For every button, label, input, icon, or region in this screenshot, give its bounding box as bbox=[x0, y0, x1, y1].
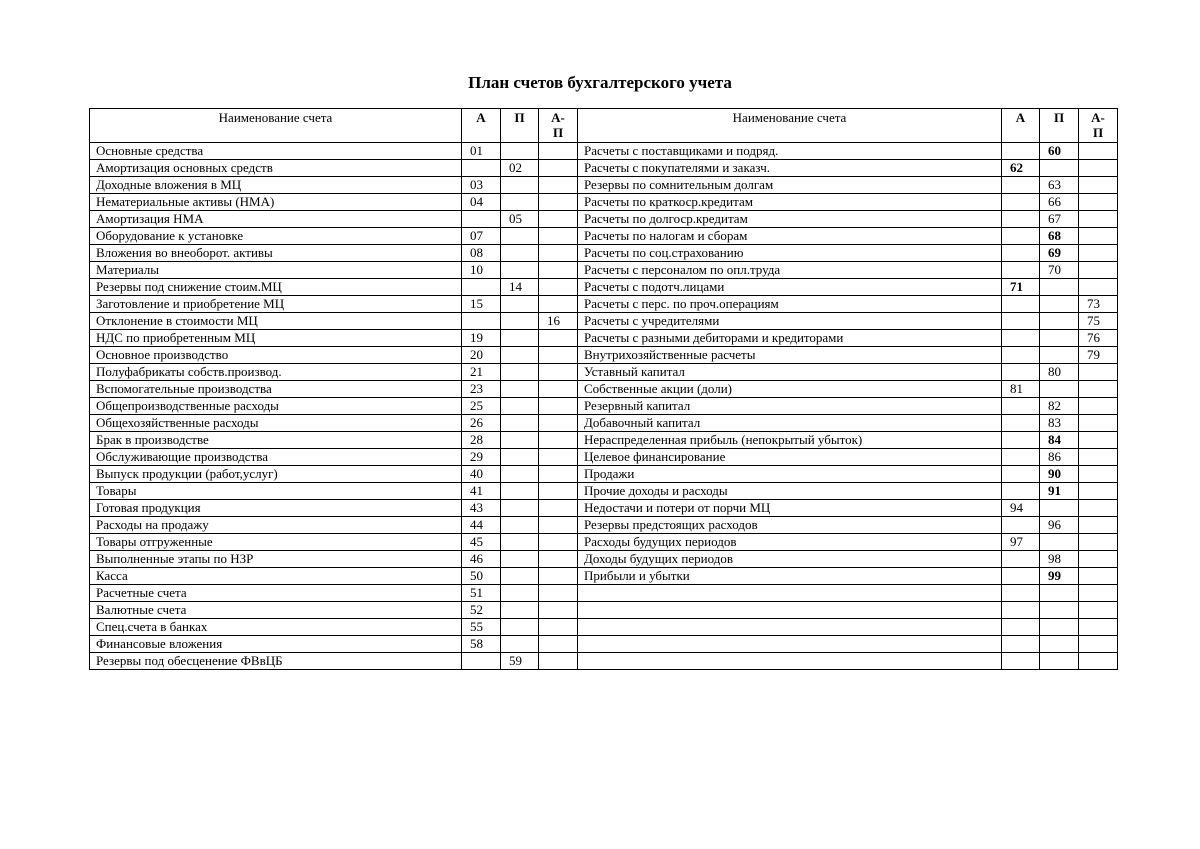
left-active-passive-code bbox=[539, 279, 578, 296]
left-passive-code: 05 bbox=[501, 211, 539, 228]
left-account-name: Расходы на продажу bbox=[90, 517, 462, 534]
right-account-name: Расчеты с персоналом по опл.труда bbox=[578, 262, 1002, 279]
right-active-code bbox=[1002, 585, 1040, 602]
left-account-name: Валютные счета bbox=[90, 602, 462, 619]
left-account-name: Амортизация НМА bbox=[90, 211, 462, 228]
left-active-code: 43 bbox=[462, 500, 501, 517]
left-active-passive-code: 16 bbox=[539, 313, 578, 330]
right-passive-code bbox=[1040, 347, 1079, 364]
right-passive-code bbox=[1040, 381, 1079, 398]
right-active-code bbox=[1002, 619, 1040, 636]
right-passive-code: 98 bbox=[1040, 551, 1079, 568]
right-active-code bbox=[1002, 228, 1040, 245]
right-account-name: Доходы будущих периодов bbox=[578, 551, 1002, 568]
left-account-name: Основные средства bbox=[90, 143, 462, 160]
right-passive-code bbox=[1040, 636, 1079, 653]
right-account-name: Прочие доходы и расходы bbox=[578, 483, 1002, 500]
left-account-name: Резервы под обесценение ФВвЦБ bbox=[90, 653, 462, 670]
right-account-name: Расходы будущих периодов bbox=[578, 534, 1002, 551]
right-active-passive-code: 73 bbox=[1079, 296, 1118, 313]
right-passive-code bbox=[1040, 653, 1079, 670]
left-account-name: Обслуживающие производства bbox=[90, 449, 462, 466]
left-account-name: Финансовые вложения bbox=[90, 636, 462, 653]
left-account-name: Отклонение в стоимости МЦ bbox=[90, 313, 462, 330]
left-account-name: Полуфабрикаты собств.производ. bbox=[90, 364, 462, 381]
left-active-passive-code bbox=[539, 330, 578, 347]
left-passive-code bbox=[501, 568, 539, 585]
right-active-code bbox=[1002, 483, 1040, 500]
right-active-passive-code bbox=[1079, 534, 1118, 551]
right-active-passive-code bbox=[1079, 483, 1118, 500]
left-account-name: Вспомогательные производства bbox=[90, 381, 462, 398]
table-header-row bbox=[90, 109, 1118, 143]
left-active-code: 08 bbox=[462, 245, 501, 262]
left-account-name: Амортизация основных средств bbox=[90, 160, 462, 177]
left-active-passive-code bbox=[539, 517, 578, 534]
right-active-code bbox=[1002, 517, 1040, 534]
left-active-code: 46 bbox=[462, 551, 501, 568]
left-account-name: Выполненные этапы по НЗР bbox=[90, 551, 462, 568]
table-row bbox=[90, 466, 1118, 483]
right-active-code: 62 bbox=[1002, 160, 1040, 177]
right-account-name: Расчеты по долгоср.кредитам bbox=[578, 211, 1002, 228]
right-active-passive-code bbox=[1079, 466, 1118, 483]
left-active-passive-code bbox=[539, 636, 578, 653]
left-active-passive-code bbox=[539, 551, 578, 568]
left-account-name: Материалы bbox=[90, 262, 462, 279]
left-active-passive-code bbox=[539, 653, 578, 670]
right-passive-code bbox=[1040, 500, 1079, 517]
left-passive-code bbox=[501, 517, 539, 534]
left-passive-code bbox=[501, 551, 539, 568]
right-passive-code: 96 bbox=[1040, 517, 1079, 534]
right-account-name: Уставный капитал bbox=[578, 364, 1002, 381]
left-active-code bbox=[462, 211, 501, 228]
left-passive-code bbox=[501, 415, 539, 432]
right-account-name: Собственные акции (доли) bbox=[578, 381, 1002, 398]
right-active-passive-code bbox=[1079, 177, 1118, 194]
right-passive-code bbox=[1040, 279, 1079, 296]
right-passive-code: 70 bbox=[1040, 262, 1079, 279]
right-passive-code: 82 bbox=[1040, 398, 1079, 415]
right-active-code bbox=[1002, 449, 1040, 466]
left-active-passive-code bbox=[539, 296, 578, 313]
page-title: План счетов бухгалтерского учета bbox=[468, 73, 732, 92]
table-row bbox=[90, 619, 1118, 636]
left-active-code: 44 bbox=[462, 517, 501, 534]
left-passive-code bbox=[501, 585, 539, 602]
right-passive-code: 68 bbox=[1040, 228, 1079, 245]
left-active-passive-code bbox=[539, 160, 578, 177]
left-passive-code bbox=[501, 398, 539, 415]
table-row bbox=[90, 585, 1118, 602]
left-active-passive-code bbox=[539, 347, 578, 364]
right-passive-code: 86 bbox=[1040, 449, 1079, 466]
left-passive-code bbox=[501, 500, 539, 517]
left-active-code bbox=[462, 160, 501, 177]
left-account-name: НДС по приобретенным МЦ bbox=[90, 330, 462, 347]
right-account-name: Резервы предстоящих расходов bbox=[578, 517, 1002, 534]
right-passive-code: 90 bbox=[1040, 466, 1079, 483]
table-row bbox=[90, 330, 1118, 347]
right-active-passive-code bbox=[1079, 568, 1118, 585]
right-active-code bbox=[1002, 432, 1040, 449]
table-row bbox=[90, 636, 1118, 653]
left-account-name: Выпуск продукции (работ,услуг) bbox=[90, 466, 462, 483]
right-passive-code: 99 bbox=[1040, 568, 1079, 585]
right-active-passive-code bbox=[1079, 364, 1118, 381]
right-name-header: Наименование счета bbox=[578, 109, 1002, 143]
left-passive-code: 14 bbox=[501, 279, 539, 296]
table-row bbox=[90, 228, 1118, 245]
table-row bbox=[90, 568, 1118, 585]
right-active-passive-code bbox=[1079, 619, 1118, 636]
left-passive-code bbox=[501, 296, 539, 313]
table-row bbox=[90, 551, 1118, 568]
left-account-name: Спец.счета в банках bbox=[90, 619, 462, 636]
right-passive-code: 67 bbox=[1040, 211, 1079, 228]
right-account-name: Расчеты с подотч.лицами bbox=[578, 279, 1002, 296]
left-active-passive-code bbox=[539, 245, 578, 262]
left-passive-code: 59 bbox=[501, 653, 539, 670]
left-active-passive-code bbox=[539, 415, 578, 432]
left-active-code bbox=[462, 279, 501, 296]
left-active-code: 51 bbox=[462, 585, 501, 602]
right-active-passive-code bbox=[1079, 194, 1118, 211]
right-passive-code bbox=[1040, 313, 1079, 330]
right-account-name: Расчеты по соц.страхованию bbox=[578, 245, 1002, 262]
left-active-passive-code bbox=[539, 466, 578, 483]
table-row bbox=[90, 211, 1118, 228]
table-row bbox=[90, 245, 1118, 262]
right-active-code bbox=[1002, 143, 1040, 160]
left-active-code: 04 bbox=[462, 194, 501, 211]
left-account-name: Общехозяйственные расходы bbox=[90, 415, 462, 432]
right-passive-code bbox=[1040, 330, 1079, 347]
right-active-passive-code bbox=[1079, 160, 1118, 177]
right-active-passive-code bbox=[1079, 228, 1118, 245]
table-row bbox=[90, 347, 1118, 364]
right-passive-code: 66 bbox=[1040, 194, 1079, 211]
right-active-code bbox=[1002, 177, 1040, 194]
table-row bbox=[90, 517, 1118, 534]
right-active-code: 94 bbox=[1002, 500, 1040, 517]
right-active-passive-code bbox=[1079, 636, 1118, 653]
table-row bbox=[90, 177, 1118, 194]
right-passive-code: 63 bbox=[1040, 177, 1079, 194]
left-active-code bbox=[462, 313, 501, 330]
left-passive-code bbox=[501, 619, 539, 636]
right-active-passive-code bbox=[1079, 381, 1118, 398]
left-passive-code bbox=[501, 636, 539, 653]
right-active-passive-code bbox=[1079, 211, 1118, 228]
left-active-passive-code bbox=[539, 398, 578, 415]
left-passive-code bbox=[501, 262, 539, 279]
table-row bbox=[90, 279, 1118, 296]
right-active-code: 97 bbox=[1002, 534, 1040, 551]
left-active-code: 19 bbox=[462, 330, 501, 347]
right-account-name: Резервы по сомнительным долгам bbox=[578, 177, 1002, 194]
left-account-name: Расчетные счета bbox=[90, 585, 462, 602]
table-row bbox=[90, 143, 1118, 160]
left-active-code: 03 bbox=[462, 177, 501, 194]
right-active-code bbox=[1002, 466, 1040, 483]
left-active-code bbox=[462, 653, 501, 670]
right-active-code bbox=[1002, 568, 1040, 585]
right-passive-code: 84 bbox=[1040, 432, 1079, 449]
right-active-passive-code bbox=[1079, 415, 1118, 432]
right-account-name: Резервный капитал bbox=[578, 398, 1002, 415]
right-active-code bbox=[1002, 636, 1040, 653]
table-row bbox=[90, 313, 1118, 330]
left-passive-code bbox=[501, 347, 539, 364]
table-row bbox=[90, 398, 1118, 415]
left-active-passive-code bbox=[539, 568, 578, 585]
right-account-name: Добавочный капитал bbox=[578, 415, 1002, 432]
left-active-passive-code bbox=[539, 262, 578, 279]
right-account-name: Нераспределенная прибыль (непокрытый убыток) bbox=[578, 432, 1002, 449]
table-row bbox=[90, 449, 1118, 466]
right-active-code bbox=[1002, 653, 1040, 670]
left-account-name: Общепроизводственные расходы bbox=[90, 398, 462, 415]
left-passive-code bbox=[501, 466, 539, 483]
right-passive-code bbox=[1040, 160, 1079, 177]
left-active-code: 23 bbox=[462, 381, 501, 398]
right-account-name: Расчеты с разными дебиторами и кредиторами bbox=[578, 330, 1002, 347]
right-active-code bbox=[1002, 364, 1040, 381]
left-active-code: 07 bbox=[462, 228, 501, 245]
left-account-name: Товары отгруженные bbox=[90, 534, 462, 551]
right-account-name: Целевое финансирование bbox=[578, 449, 1002, 466]
left-passive-code bbox=[501, 483, 539, 500]
left-active-code: 52 bbox=[462, 602, 501, 619]
left-active-passive-code bbox=[539, 228, 578, 245]
left-active-code: 29 bbox=[462, 449, 501, 466]
right-account-name: Расчеты с перс. по проч.операциям bbox=[578, 296, 1002, 313]
right-active-passive-code bbox=[1079, 517, 1118, 534]
left-active-code: 41 bbox=[462, 483, 501, 500]
left-passive-code bbox=[501, 177, 539, 194]
left-passive-code bbox=[501, 313, 539, 330]
right-passive-header: П bbox=[1040, 109, 1079, 143]
left-active-passive-code bbox=[539, 602, 578, 619]
table-row bbox=[90, 381, 1118, 398]
right-passive-code bbox=[1040, 619, 1079, 636]
left-active-passive-code bbox=[539, 500, 578, 517]
right-active-passive-header: А- П bbox=[1079, 109, 1118, 143]
table-body bbox=[90, 143, 1118, 670]
right-passive-code bbox=[1040, 585, 1079, 602]
right-passive-code bbox=[1040, 534, 1079, 551]
right-account-name bbox=[578, 585, 1002, 602]
left-passive-code bbox=[501, 432, 539, 449]
right-active-code bbox=[1002, 347, 1040, 364]
right-active-passive-code: 75 bbox=[1079, 313, 1118, 330]
left-passive-code bbox=[501, 449, 539, 466]
right-active-code: 81 bbox=[1002, 381, 1040, 398]
left-passive-code bbox=[501, 534, 539, 551]
left-passive-header: П bbox=[501, 109, 539, 143]
right-active-passive-code bbox=[1079, 602, 1118, 619]
right-active-code bbox=[1002, 262, 1040, 279]
left-active-code: 20 bbox=[462, 347, 501, 364]
table-row bbox=[90, 364, 1118, 381]
chart-of-accounts-table bbox=[89, 108, 1118, 670]
left-active-code: 10 bbox=[462, 262, 501, 279]
right-active-header: А bbox=[1002, 109, 1040, 143]
right-passive-code: 60 bbox=[1040, 143, 1079, 160]
left-active-header: А bbox=[462, 109, 501, 143]
left-active-code: 40 bbox=[462, 466, 501, 483]
left-account-name: Доходные вложения в МЦ bbox=[90, 177, 462, 194]
right-active-passive-code bbox=[1079, 500, 1118, 517]
left-active-code: 25 bbox=[462, 398, 501, 415]
right-active-passive-code bbox=[1079, 143, 1118, 160]
left-active-code: 21 bbox=[462, 364, 501, 381]
right-active-code: 71 bbox=[1002, 279, 1040, 296]
right-account-name bbox=[578, 602, 1002, 619]
left-active-code: 58 bbox=[462, 636, 501, 653]
right-passive-code bbox=[1040, 602, 1079, 619]
table-row bbox=[90, 432, 1118, 449]
right-active-code bbox=[1002, 245, 1040, 262]
left-passive-code bbox=[501, 245, 539, 262]
left-active-passive-code bbox=[539, 211, 578, 228]
right-account-name: Расчеты с поставщиками и подряд. bbox=[578, 143, 1002, 160]
left-active-code: 15 bbox=[462, 296, 501, 313]
table-row bbox=[90, 500, 1118, 517]
right-active-code bbox=[1002, 602, 1040, 619]
left-active-passive-code bbox=[539, 177, 578, 194]
right-active-passive-code: 79 bbox=[1079, 347, 1118, 364]
left-passive-code bbox=[501, 381, 539, 398]
right-account-name: Расчеты по налогам и сборам bbox=[578, 228, 1002, 245]
left-active-passive-code bbox=[539, 381, 578, 398]
right-active-code bbox=[1002, 313, 1040, 330]
left-active-code: 28 bbox=[462, 432, 501, 449]
right-passive-code: 80 bbox=[1040, 364, 1079, 381]
right-active-code bbox=[1002, 330, 1040, 347]
left-account-name: Оборудование к установке bbox=[90, 228, 462, 245]
left-active-passive-code bbox=[539, 449, 578, 466]
table-row bbox=[90, 296, 1118, 313]
left-passive-code bbox=[501, 143, 539, 160]
table-row bbox=[90, 262, 1118, 279]
right-active-passive-code bbox=[1079, 585, 1118, 602]
left-active-passive-code bbox=[539, 143, 578, 160]
left-active-passive-code bbox=[539, 534, 578, 551]
left-account-name: Вложения во внеоборот. активы bbox=[90, 245, 462, 262]
table-row bbox=[90, 483, 1118, 500]
left-account-name: Резервы под снижение стоим.МЦ bbox=[90, 279, 462, 296]
right-active-passive-code bbox=[1079, 245, 1118, 262]
left-account-name: Касса bbox=[90, 568, 462, 585]
left-account-name: Брак в производстве bbox=[90, 432, 462, 449]
left-active-passive-header: А- П bbox=[539, 109, 578, 143]
right-active-code bbox=[1002, 398, 1040, 415]
left-active-passive-code bbox=[539, 364, 578, 381]
table-row bbox=[90, 194, 1118, 211]
right-active-passive-code bbox=[1079, 653, 1118, 670]
right-active-passive-code bbox=[1079, 449, 1118, 466]
left-passive-code bbox=[501, 364, 539, 381]
right-passive-code: 91 bbox=[1040, 483, 1079, 500]
left-active-code: 55 bbox=[462, 619, 501, 636]
left-account-name: Готовая продукция bbox=[90, 500, 462, 517]
right-account-name: Расчеты с учредителями bbox=[578, 313, 1002, 330]
table-row bbox=[90, 534, 1118, 551]
right-active-code bbox=[1002, 296, 1040, 313]
left-account-name: Заготовление и приобретение МЦ bbox=[90, 296, 462, 313]
right-active-passive-code bbox=[1079, 262, 1118, 279]
right-active-passive-code bbox=[1079, 398, 1118, 415]
right-account-name: Внутрихозяйственные расчеты bbox=[578, 347, 1002, 364]
right-passive-code: 83 bbox=[1040, 415, 1079, 432]
left-passive-code bbox=[501, 228, 539, 245]
table-row bbox=[90, 602, 1118, 619]
right-account-name: Недостачи и потери от порчи МЦ bbox=[578, 500, 1002, 517]
right-active-passive-code: 76 bbox=[1079, 330, 1118, 347]
right-active-code bbox=[1002, 211, 1040, 228]
left-active-code: 01 bbox=[462, 143, 501, 160]
left-passive-code bbox=[501, 330, 539, 347]
right-passive-code bbox=[1040, 296, 1079, 313]
left-active-passive-code bbox=[539, 585, 578, 602]
left-passive-code bbox=[501, 194, 539, 211]
table-row bbox=[90, 160, 1118, 177]
right-account-name: Расчеты по краткоср.кредитам bbox=[578, 194, 1002, 211]
left-account-name: Основное производство bbox=[90, 347, 462, 364]
right-account-name bbox=[578, 619, 1002, 636]
left-account-name: Товары bbox=[90, 483, 462, 500]
right-active-code bbox=[1002, 194, 1040, 211]
right-active-passive-code bbox=[1079, 551, 1118, 568]
left-active-passive-code bbox=[539, 619, 578, 636]
right-active-code bbox=[1002, 415, 1040, 432]
left-active-passive-code bbox=[539, 432, 578, 449]
table-row bbox=[90, 415, 1118, 432]
right-active-passive-code bbox=[1079, 279, 1118, 296]
left-active-passive-code bbox=[539, 194, 578, 211]
left-passive-code: 02 bbox=[501, 160, 539, 177]
table-row bbox=[90, 653, 1118, 670]
right-active-code bbox=[1002, 551, 1040, 568]
left-account-name: Нематериальные активы (НМА) bbox=[90, 194, 462, 211]
right-account-name bbox=[578, 636, 1002, 653]
right-passive-code: 69 bbox=[1040, 245, 1079, 262]
right-active-passive-code bbox=[1079, 432, 1118, 449]
left-name-header: Наименование счета bbox=[90, 109, 462, 143]
right-account-name: Расчеты с покупателями и заказч. bbox=[578, 160, 1002, 177]
left-passive-code bbox=[501, 602, 539, 619]
right-account-name: Продажи bbox=[578, 466, 1002, 483]
right-account-name bbox=[578, 653, 1002, 670]
left-active-passive-code bbox=[539, 483, 578, 500]
left-active-code: 45 bbox=[462, 534, 501, 551]
right-account-name: Прибыли и убытки bbox=[578, 568, 1002, 585]
left-active-code: 26 bbox=[462, 415, 501, 432]
left-active-code: 50 bbox=[462, 568, 501, 585]
